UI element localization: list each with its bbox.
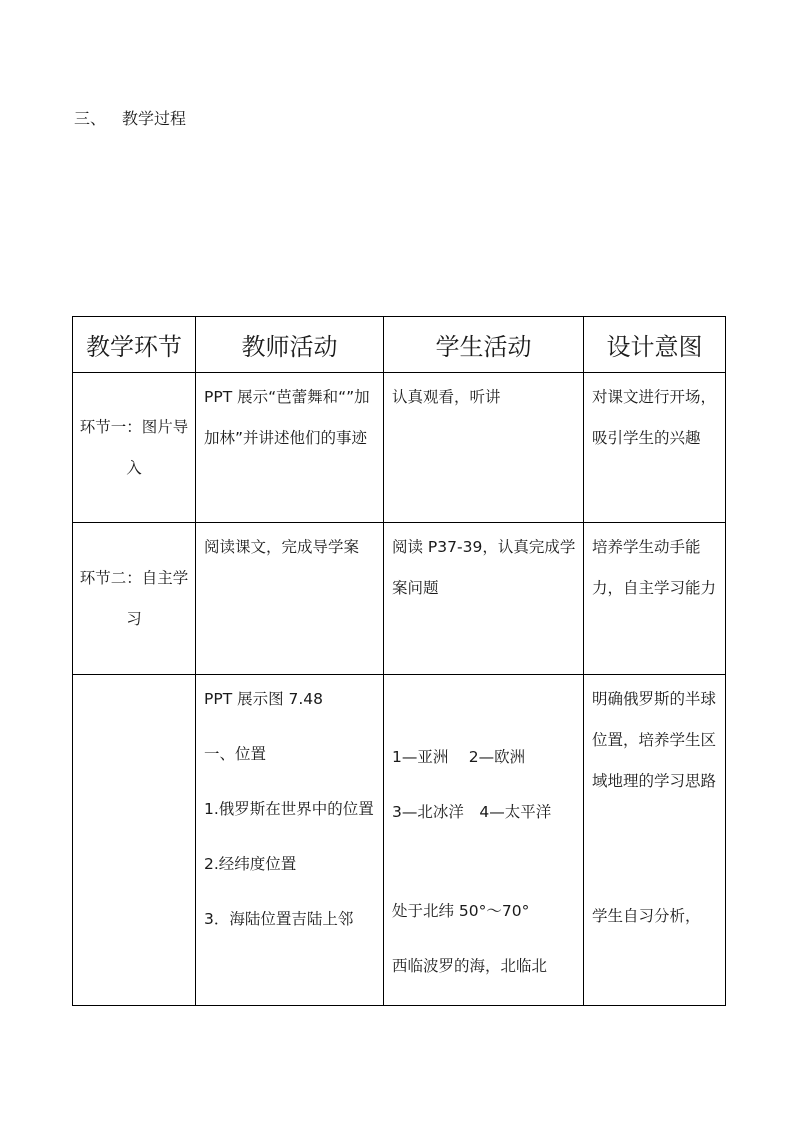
student-activity-line: 3—北冰洋 4—太平洋 — [392, 803, 552, 821]
design-intent-line: 明确俄罗斯的半球位置，培养学生区域地理的学习思路 — [592, 690, 717, 790]
section-heading — [74, 106, 186, 129]
teacher-activity-line: 1.俄罗斯在世界中的位置 — [204, 800, 374, 818]
stage-cell: 环节二：自主学习 — [73, 523, 196, 675]
stage-cell — [73, 675, 196, 1006]
design-intent-text: 培养学生动手能力，自主学习能力 — [592, 538, 717, 597]
section-title: 教学过程 — [122, 109, 187, 128]
table-header-row — [73, 317, 726, 373]
student-activity-line: 处于北纬 50°～70° — [392, 902, 530, 920]
teacher-activity-cell — [196, 523, 384, 675]
design-intent-list — [584, 675, 725, 937]
header-stage: 教学环节 — [73, 317, 196, 373]
teacher-activity-cell — [196, 373, 384, 523]
student-activity-cell — [384, 523, 584, 675]
teacher-activity-line: PPT 展示图 7.48 — [204, 690, 324, 708]
stage-cell: 环节一：图片导入 — [73, 373, 196, 523]
design-intent-line: 学生自习分析， — [592, 907, 701, 925]
student-activity-list — [384, 675, 583, 987]
table-row — [73, 373, 726, 523]
header-design-intent: 设计意图 — [584, 317, 726, 373]
table-row — [73, 675, 726, 1006]
teacher-activity-line: 一、位置 — [204, 745, 267, 763]
design-intent-cell — [584, 373, 726, 523]
lesson-plan-table — [72, 316, 726, 1006]
table-row — [73, 523, 726, 675]
student-activity-text: 认真观看，听讲 — [392, 388, 501, 406]
teacher-activity-text: 阅读课文，完成导学案 — [204, 538, 360, 556]
teacher-activity-line: 3．海陆位置吉陆上邻 — [204, 910, 354, 928]
teacher-activity-list — [196, 675, 383, 940]
teacher-activity-line: 2.经纬度位置 — [204, 855, 297, 873]
design-intent-text: 对课文进行开场，吸引学生的兴趣 — [592, 388, 717, 447]
design-intent-cell — [584, 523, 726, 675]
header-teacher-activity: 教师活动 — [196, 317, 384, 373]
teacher-activity-text: PPT 展示“芭蕾舞和“”加加林”并讲述他们的事迹 — [204, 388, 370, 447]
student-activity-line: 西临波罗的海，北临北 — [392, 957, 548, 975]
student-activity-cell — [384, 373, 584, 523]
student-activity-cell — [384, 675, 584, 1006]
header-student-activity: 学生活动 — [384, 317, 584, 373]
teacher-activity-cell — [196, 675, 384, 1006]
student-activity-text: 阅读 P37-39，认真完成学案问题 — [392, 538, 576, 597]
student-activity-line: 1—亚洲 2—欧洲 — [392, 748, 526, 766]
design-intent-cell — [584, 675, 726, 1006]
section-number: 三、 — [74, 109, 107, 128]
